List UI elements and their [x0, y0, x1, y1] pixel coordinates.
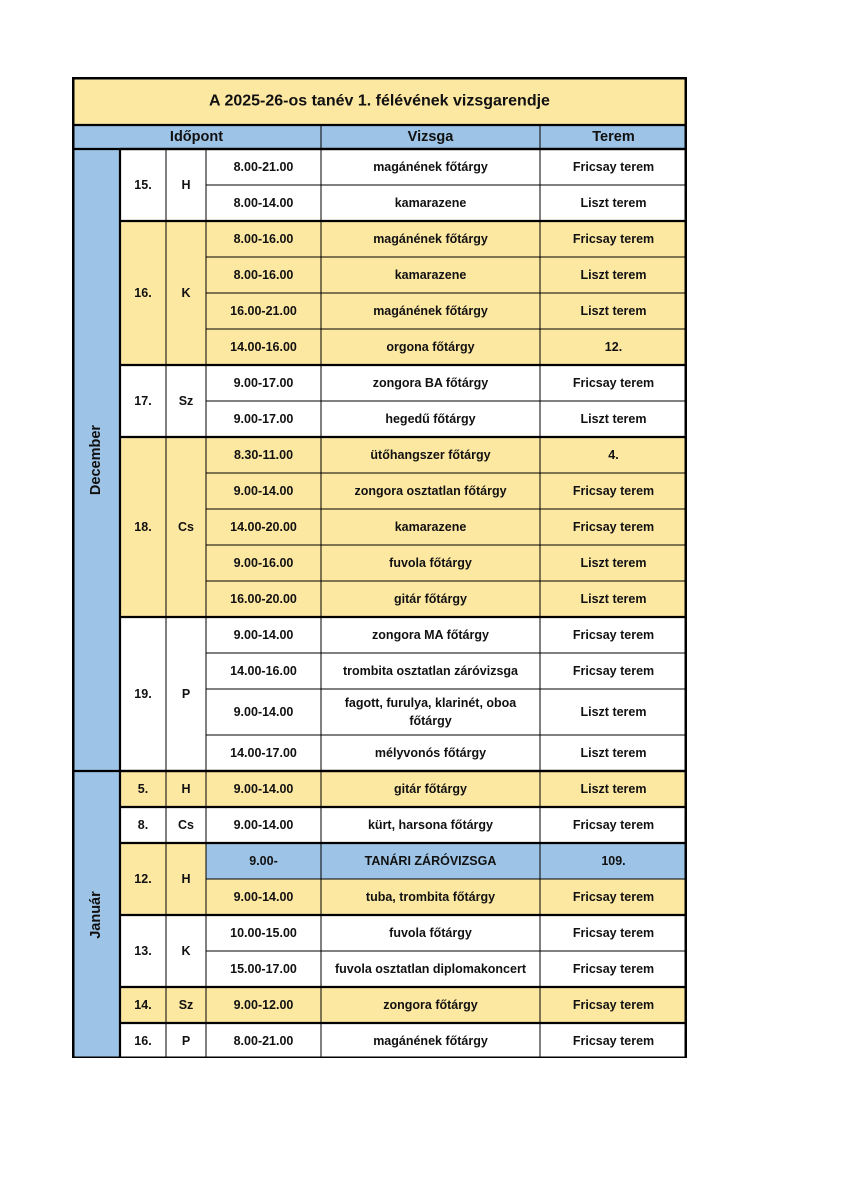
exam-name: magánének főtárgy: [373, 232, 488, 246]
day-cell: [120, 1023, 206, 1058]
exam-name: TANÁRI ZÁRÓVIZSGA: [364, 854, 497, 868]
exam-room: Liszt terem: [580, 556, 647, 570]
exam-room: 109.: [601, 854, 626, 868]
exam-room: Liszt terem: [580, 592, 647, 606]
exam-time: 9.00-14.00: [233, 782, 294, 796]
exam-name: zongora BA főtárgy: [372, 376, 489, 390]
exam-room: Liszt terem: [580, 705, 647, 719]
exam-time: 9.00-14.00: [233, 818, 294, 832]
exam-name: ütőhangszer főtárgy: [370, 448, 491, 462]
exam-name: fuvola osztatlan diplomakoncert: [334, 962, 527, 976]
exam-name: magánének főtárgy: [373, 160, 488, 174]
exam-time: 8.00-21.00: [233, 1034, 294, 1048]
exam-time: 14.00-20.00: [230, 520, 297, 534]
day-weekday: H: [181, 178, 191, 192]
day-weekday: Sz: [178, 394, 194, 408]
exam-name: hegedű főtárgy: [385, 412, 476, 426]
exam-time: 9.00-14.00: [233, 705, 294, 719]
exam-time: 9.00-14.00: [233, 484, 294, 498]
day-date: 18.: [134, 520, 152, 534]
exam-name: trombita osztatlan záróvizsga: [342, 664, 519, 678]
exam-time: 8.30-11.00: [233, 448, 294, 462]
exam-time: 9.00-17.00: [233, 376, 294, 390]
exam-room: Liszt terem: [580, 782, 647, 796]
exam-time: 9.00-: [249, 854, 278, 868]
exam-name: kürt, harsona főtárgy: [367, 818, 494, 832]
exam-room: Fricsay terem: [572, 628, 655, 642]
day-weekday: Cs: [178, 818, 194, 832]
day-date: 16.: [134, 286, 152, 300]
exam-name: fuvola főtárgy: [389, 556, 472, 570]
day-date: 17.: [134, 394, 152, 408]
month-label: Január: [88, 891, 104, 939]
exam-room: Fricsay terem: [572, 1034, 655, 1048]
header-idopont: Időpont: [169, 129, 224, 145]
day-weekday: H: [181, 872, 191, 886]
month-label: December: [88, 424, 104, 496]
exam-time: 8.00-16.00: [233, 268, 294, 282]
day-cell: [120, 843, 206, 915]
header-terem: Terem: [592, 129, 635, 145]
exam-time: 9.00-16.00: [233, 556, 294, 570]
exam-time: 14.00-17.00: [230, 746, 297, 760]
exam-room: Fricsay terem: [572, 998, 655, 1012]
day-cell: [120, 617, 206, 771]
exam-name: magánének főtárgy: [373, 304, 488, 318]
day-date: 16.: [134, 1034, 152, 1048]
page-title: A 2025-26-os tanév 1. félévének vizsgarendje: [209, 92, 550, 110]
day-weekday: H: [181, 782, 191, 796]
exam-time: 15.00-17.00: [230, 962, 297, 976]
day-cell: [120, 915, 206, 987]
exam-schedule-table: [72, 77, 687, 1058]
exam-room: Fricsay terem: [572, 926, 655, 940]
exam-name: gitár főtárgy: [394, 782, 467, 796]
exam-room: Fricsay terem: [572, 232, 655, 246]
exam-name: magánének főtárgy: [373, 1034, 488, 1048]
day-date: 13.: [134, 944, 152, 958]
exam-room: Fricsay terem: [572, 520, 655, 534]
exam-name: kamarazene: [394, 520, 467, 534]
exam-time: 16.00-20.00: [230, 592, 297, 606]
exam-time: 9.00-14.00: [233, 890, 294, 904]
exam-room: Fricsay terem: [572, 376, 655, 390]
exam-time: 8.00-16.00: [233, 232, 294, 246]
day-date: 19.: [134, 687, 152, 701]
exam-name: zongora MA főtárgy: [372, 628, 489, 642]
exam-room: Liszt terem: [580, 746, 647, 760]
exam-name: zongora főtárgy: [383, 998, 478, 1012]
exam-room: Fricsay terem: [572, 664, 655, 678]
exam-name: gitár főtárgy: [394, 592, 467, 606]
exam-room: Liszt terem: [580, 196, 647, 210]
exam-time: 14.00-16.00: [230, 340, 297, 354]
exam-name: kamarazene: [394, 196, 467, 210]
exam-time: 8.00-14.00: [233, 196, 294, 210]
day-weekday: P: [181, 1034, 191, 1048]
exam-time: 16.00-21.00: [230, 304, 297, 318]
day-weekday: P: [181, 687, 191, 701]
exam-room: 12.: [604, 340, 623, 354]
day-cell: [120, 771, 206, 807]
exam-time: 9.00-14.00: [233, 628, 294, 642]
exam-time: 10.00-15.00: [230, 926, 297, 940]
exam-room: Liszt terem: [580, 268, 647, 282]
exam-room: Fricsay terem: [572, 160, 655, 174]
exam-time: 9.00-12.00: [233, 998, 294, 1012]
header-vizsga: Vizsga: [407, 129, 454, 145]
exam-room: Fricsay terem: [572, 818, 655, 832]
exam-room: Liszt terem: [580, 412, 647, 426]
day-date: 12.: [134, 872, 152, 886]
exam-name: tuba, trombita főtárgy: [365, 890, 496, 904]
day-date: 15.: [134, 178, 152, 192]
day-weekday: Cs: [178, 520, 194, 534]
day-weekday: Sz: [178, 998, 194, 1012]
exam-time: 14.00-16.00: [230, 664, 297, 678]
exam-room: Liszt terem: [580, 304, 647, 318]
exam-name: orgona főtárgy: [386, 340, 475, 354]
exam-room: Fricsay terem: [572, 484, 655, 498]
exam-time: 8.00-21.00: [233, 160, 294, 174]
exam-name: kamarazene: [394, 268, 467, 282]
day-date: 5.: [137, 782, 149, 796]
exam-name: főtárgy: [409, 714, 452, 728]
day-cell: [120, 149, 206, 221]
exam-time: 9.00-17.00: [233, 412, 294, 426]
exam-name: fuvola főtárgy: [389, 926, 472, 940]
day-cell: [120, 221, 206, 365]
exam-room: Fricsay terem: [572, 890, 655, 904]
exam-name: zongora osztatlan főtárgy: [354, 484, 507, 498]
exam-name: mélyvonós főtárgy: [374, 746, 487, 760]
exam-room: Fricsay terem: [572, 962, 655, 976]
day-weekday: K: [181, 286, 191, 300]
exam-name: fagott, furulya, klarinét, oboa: [344, 696, 517, 710]
exam-room: 4.: [608, 448, 619, 462]
day-weekday: K: [181, 944, 191, 958]
schedule-grid: [72, 77, 687, 1058]
day-date: 8.: [137, 818, 149, 832]
day-date: 14.: [134, 998, 152, 1012]
